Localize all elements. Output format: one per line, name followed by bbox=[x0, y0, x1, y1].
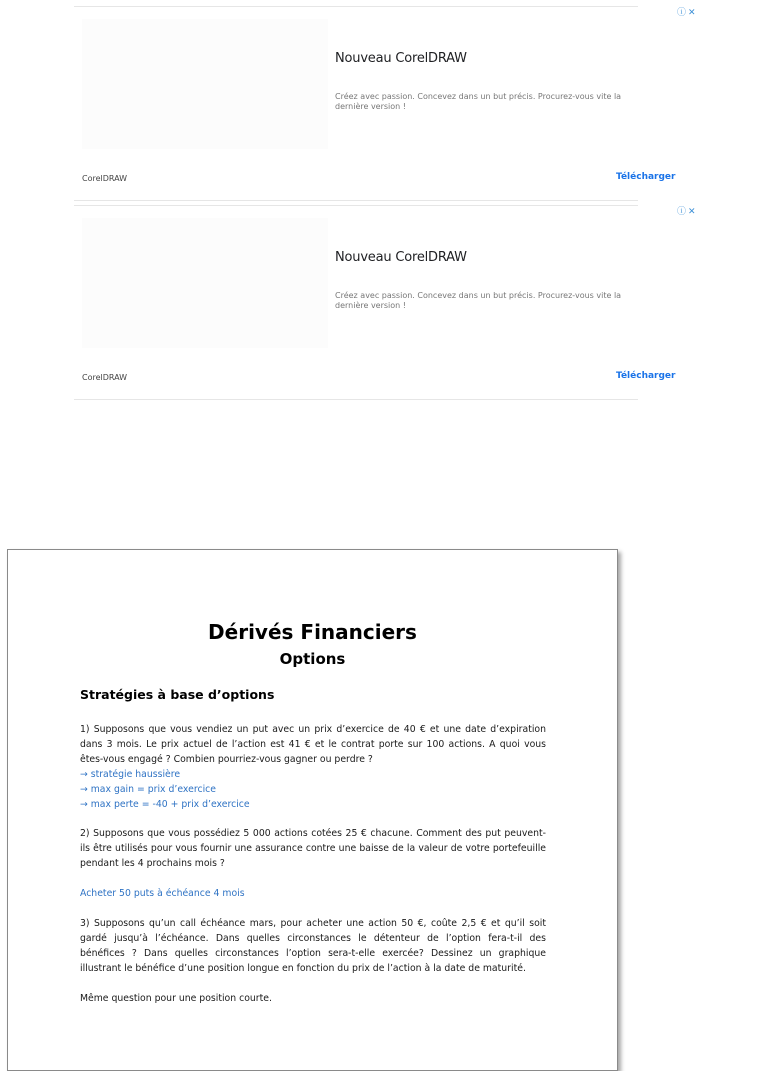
close-icon[interactable]: ✕ bbox=[688, 207, 696, 217]
document-title: Dérivés Financiers bbox=[208, 620, 417, 644]
section-heading: Stratégies à base d’options bbox=[80, 687, 275, 702]
answer-2: Acheter 50 puts à échéance 4 mois bbox=[80, 888, 245, 899]
ad-cta-link[interactable]: Télécharger bbox=[616, 371, 676, 381]
answer-1-line: → max perte = -40 + prix d’exercice bbox=[80, 799, 250, 810]
ad-description: Créez avec passion. Concevez dans un but précis. Procurez-vous vite la dernière version ! bbox=[335, 291, 622, 310]
adchoices[interactable] bbox=[675, 8, 696, 18]
document-page bbox=[7, 549, 618, 1071]
ad-headline[interactable]: Nouveau CorelDRAW bbox=[335, 250, 467, 265]
ad-cta-link[interactable]: Télécharger bbox=[616, 172, 676, 182]
answer-1-line: → stratégie haussière bbox=[80, 769, 181, 780]
question-2: 2) Supposons que vous possédiez 5 000 actions cotées 25 € chacune. Comment des put peuvent-ils être utilisés pour vous fournir une assurance contre une baisse de la valeur de votre portefeuille pendant les 4 prochains mois ? bbox=[80, 828, 546, 869]
close-icon[interactable]: ✕ bbox=[688, 8, 696, 18]
question-3: 3) Supposons qu’un call échéance mars, pour acheter une action 50 €, coûte 2,5 € et qu’il soit gardé jusqu’à l’échéance. Dans quelles circonstances le détenteur de l’option fera-t-il des bénéfices ? Dans quelles circonstances l’option sera-t-elle exercée? Dessinez un graphique illustrant le bénéfice d’une position longue en fonction du prix de l’action à la date de maturité. bbox=[80, 918, 546, 974]
ad-image[interactable] bbox=[82, 19, 328, 149]
ad-description: Créez avec passion. Concevez dans un but précis. Procurez-vous vite la dernière version ! bbox=[335, 92, 622, 111]
document-subtitle: Options bbox=[279, 650, 346, 668]
question-1: 1) Supposons que vous vendiez un put avec un prix d’exercice de 40 € et une date d’expiration dans 3 mois. Le prix actuel de l’action est 41 € et le contrat porte sur 100 actions. A quoi vous êtes-vous engagé ? Combien pourriez-vous gagner ou perdre ? bbox=[80, 724, 546, 765]
info-icon[interactable]: ⓘ bbox=[677, 207, 687, 217]
adchoices[interactable] bbox=[675, 207, 696, 217]
ad-brand: CorelDRAW bbox=[82, 174, 128, 183]
ad-headline[interactable]: Nouveau CorelDRAW bbox=[335, 51, 467, 66]
ad-image[interactable] bbox=[82, 218, 328, 348]
answer-1-line: → max gain = prix d’exercice bbox=[80, 784, 216, 795]
ad-banner-2[interactable] bbox=[74, 205, 676, 400]
ad-brand: CorelDRAW bbox=[82, 373, 128, 382]
info-icon[interactable]: ⓘ bbox=[677, 8, 687, 18]
ad-banner-1[interactable] bbox=[74, 6, 676, 201]
question-3-followup: Même question pour une position courte. bbox=[80, 993, 272, 1004]
